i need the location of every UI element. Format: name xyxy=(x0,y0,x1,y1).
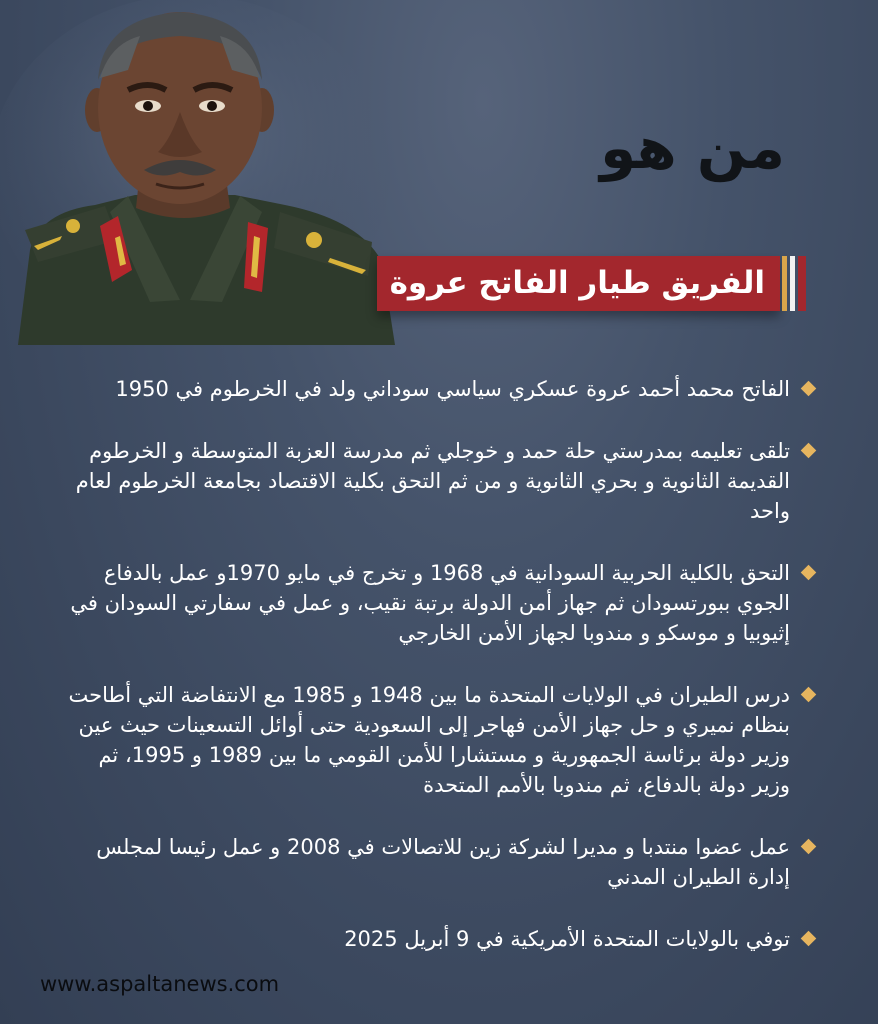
bio-text: عمل عضوا منتدبا و مديرا لشركة زين للاتصالات في 2008 و عمل رئيسا لمجلس إدارة الطيران المدني xyxy=(96,835,790,889)
diamond-icon xyxy=(801,687,817,703)
banner-stripe-red xyxy=(798,256,806,311)
headline-who-is: من هو xyxy=(600,114,785,182)
person-name: الفريق طيار الفاتح عروة xyxy=(389,265,765,301)
diamond-icon xyxy=(801,931,817,947)
diamond-icon xyxy=(801,381,817,397)
bio-item-death xyxy=(60,924,822,954)
bio-item-education xyxy=(60,436,822,526)
banner-stripe-white xyxy=(790,256,795,311)
portrait-photo xyxy=(0,0,400,345)
bio-item-birth xyxy=(60,374,822,404)
bio-text: تلقى تعليمه بمدرستي حلة حمد و خوجلي ثم مدرسة العزبة المتوسطة و الخرطوم القديمة الثانوية و بحري الثانوية و من ثم التحق بكلية الاقتصاد بجامعة الخرطوم لعام واحد xyxy=(75,439,790,523)
name-banner xyxy=(377,256,780,311)
website-url[interactable]: www.aspaltanews.com xyxy=(40,972,280,996)
banner-stripe-gold xyxy=(782,256,787,311)
bio-text: توفي بالولايات المتحدة الأمريكية في 9 أبريل 2025 xyxy=(344,927,790,951)
diamond-icon xyxy=(801,839,817,855)
bio-item-career xyxy=(60,680,822,800)
bio-item-zain xyxy=(60,832,822,892)
diamond-icon xyxy=(801,565,817,581)
biography-list xyxy=(60,374,822,954)
bio-text: الفاتح محمد أحمد عروة عسكري سياسي سوداني ولد في الخرطوم في 1950 xyxy=(115,377,790,401)
bio-text: التحق بالكلية الحربية السودانية في 1968 و تخرج في مايو 1970و عمل بالدفاع الجوي ببورتسودان ثم جهاز أمن الدولة برتبة نقيب، و عمل في سفارتي السودان في إثيوبيا و موسكو و مندوبا لجهاز الأمن الخارجي xyxy=(70,561,790,645)
bio-item-military xyxy=(60,558,822,648)
bio-text: درس الطيران في الولايات المتحدة ما بين 1948 و 1985 مع الانتفاضة التي أطاحت بنظام نميري و حل جهاز الأمن فهاجر إلى السعودية حتى أوائل التسعينات حيث عين وزير دولة برئاسة الجمهورية و مستشارا للأمن القومي ما بين 1989 و 1995، ثم وزير دولة بالدفاع، ثم مندوبا بالأمم المتحدة xyxy=(68,683,790,797)
diamond-icon xyxy=(801,443,817,459)
